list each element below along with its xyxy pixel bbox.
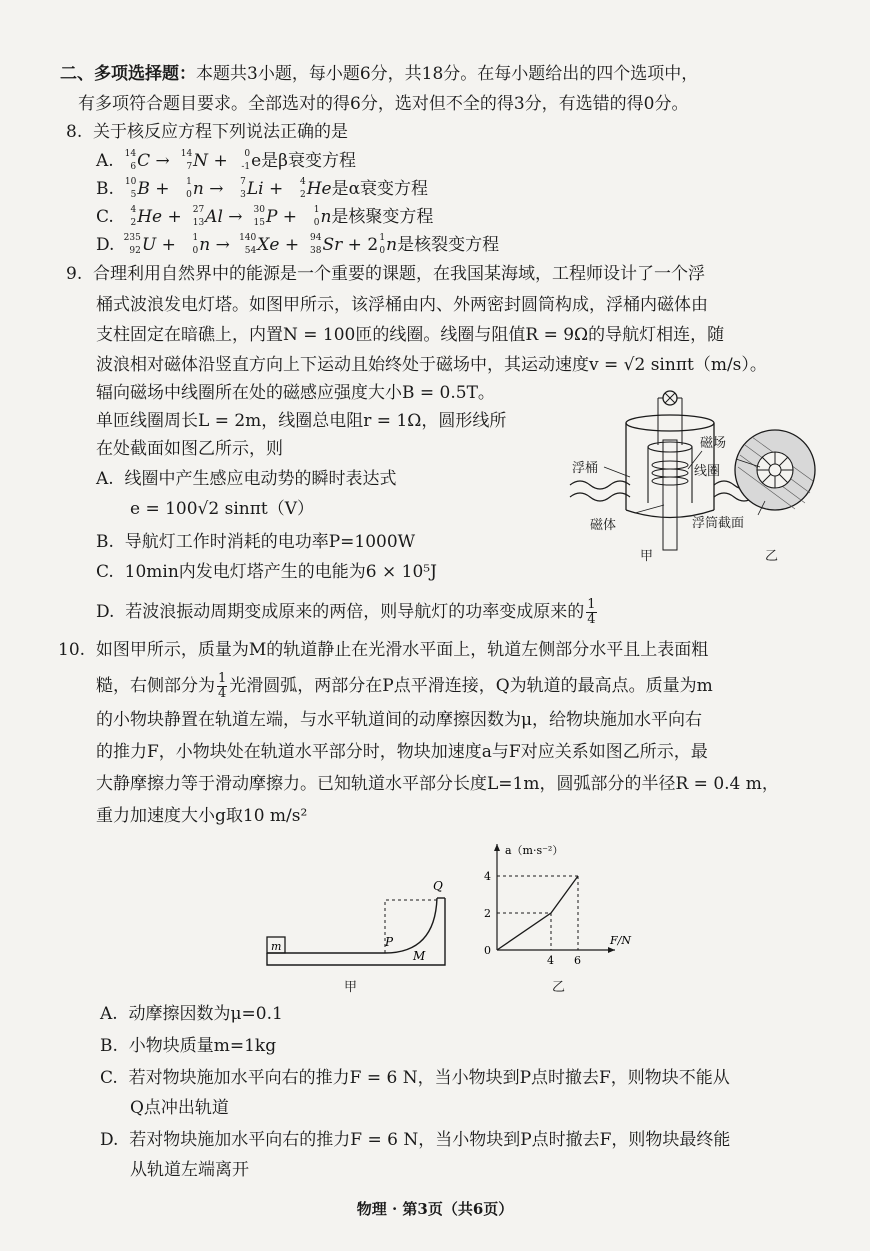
page-footer: 物理 · 第3页（共6页） [356,1200,514,1218]
fig-jia-label: 甲 [640,549,654,564]
q9-option-a-formula: e = 100√2 sinπt（V） [130,499,315,519]
coil-label: 线圈 [694,464,721,479]
q9-stem-line-2: 桶式波浪发电灯塔。如图甲所示，该浮桶由内、外两密封圆筒构成，浮桶内磁体由 [96,295,708,315]
magnet-label: 磁体 [590,518,617,533]
q9-figure [560,385,860,575]
float-label: 浮桶 [572,461,599,476]
q10-stem-line-5: 大静摩擦力等于滑动摩擦力。已知轨道水平部分长度L=1m，圆弧部分的半径R = 0.4 m， [96,774,779,794]
q10-chart [475,838,645,968]
section-intro-line-2: 有多项符合题目要求。全部选对的得6分，选对但不全的得3分，有选错的得0分。 [78,94,689,114]
point-p-label: P [385,935,394,949]
q10-fig-yi-label: 乙 [552,980,566,995]
q8-stem: 8. 关于核反应方程下列说法正确的是 [66,122,349,142]
q10-option-a: A. 动摩擦因数为μ=0.1 [100,1004,283,1024]
q10-option-d-cont: 从轨道左端离开 [130,1160,249,1180]
q10-stem-line-3: 的小物块静置在轨道左端，与水平轨道间的动摩擦因数为μ，给物块施加水平向右 [96,710,703,730]
q10-option-c: C. 若对物块施加水平向右的推力F = 6 N，当小物块到P点时撤去F，则物块不能从 [100,1068,730,1088]
q9-stem-line-1: 9. 合理利用自然界中的能源是一个重要的课题，在我国某海域，工程师设计了一个浮 [66,264,706,284]
chart-ytick-label: 2 [484,907,491,920]
one-quarter-fraction: $\frac{1}{4}$ [587,597,596,627]
q10-track-figure [255,870,455,980]
field-label: 磁场 [700,436,727,451]
q8-option-d: D. 235 92 U + 1 0 n → 140 54 Xe + 94 38 Sr + 2 1 0 n是核裂变方程 [96,233,500,256]
q9-option-b: B. 导航灯工作时消耗的电功率P=1000W [96,532,416,552]
q8-option-a: A. 14 6 C → 14 7 N + 0 -1 e是β衰变方程 [96,149,356,172]
chart-xlabel: F/N [610,934,631,947]
section-heading: 二、多项选择题： [60,64,196,84]
chart-xtick-label: 6 [574,954,581,967]
q9-stem-line-7: 在处截面如图乙所示，则 [96,439,283,459]
q10-option-d: D. 若对物块施加水平向右的推力F = 6 N，当小物块到P点时撤去F，则物块最终能 [100,1130,731,1150]
q9-option-d: D. 若波浪振动周期变成原来的两倍，则导航灯的功率变成原来的 $\frac{1}{4}$ [96,597,596,627]
section-intro-line-1: 二、多项选择题：本题共3小题，每小题6分，共18分。在每小题给出的四个选项中， [60,64,699,84]
q9-stem-line-5: 辐向磁场中线圈所在处的磁感应强度大小B = 0.5T。 [96,383,495,403]
q9-stem-line-6: 单匝线圈周长L = 2m，线圈总电阻r = 1Ω，圆形线所 [96,411,507,431]
q8-option-b: B. 10 5 B + 1 0 n → 7 3 Li + 4 2 He是α衰变方程 [96,177,429,200]
point-q-label: Q [433,879,443,893]
q10-stem-line-4: 的推力F，小物块处在轨道水平部分时，物块加速度a与F对应关系如图乙所示，最 [96,742,708,762]
q10-fig-jia-label: 甲 [344,980,358,995]
chart-xtick-label: 4 [547,954,554,967]
chart-ytick-label: 0 [484,944,491,957]
q9-stem-line-4: 波浪相对磁体沿竖直方向上下运动且始终处于磁场中，其运动速度v = √2 sinπt（m/s）。 [96,355,767,375]
track-M-label: M [413,949,426,963]
chart-ylabel: a（m·s⁻²） [505,844,564,857]
q9-option-c: C. 10min内发电灯塔产生的电能为6 × 10⁵J [96,562,437,582]
q8-option-c: C. 4 2 He + 27 13 Al → 30 15 P + 1 0 n是核聚变方程 [96,205,434,228]
q10-option-b: B. 小物块质量m=1kg [100,1036,277,1056]
fig-yi-label: 乙 [765,549,779,564]
q10-stem-line-2: 糙，右侧部分为 $\frac{1}{4}$ 光滑圆弧，两部分在P点平滑连接，Q为轨道的最高点。质量为m [96,671,713,701]
block-m-label: m [271,940,282,953]
chart-ytick-label: 4 [484,870,491,883]
section-label: 浮筒截面 [692,516,745,531]
q9-stem-line-3: 支柱固定在暗礁上，内置N = 100匝的线圈。线圈与阻值R = 9Ω的导航灯相连，随 [96,325,725,345]
q10-option-c-cont: Q点冲出轨道 [130,1098,229,1118]
q10-stem-line-1: 10. 如图甲所示，质量为M的轨道静止在光滑水平面上，轨道左侧部分水平且上表面粗 [58,640,709,660]
q10-stem-line-6: 重力加速度大小g取10 m/s² [96,806,308,826]
q9-option-a: A. 线圈中产生感应电动势的瞬时表达式 [96,469,397,489]
